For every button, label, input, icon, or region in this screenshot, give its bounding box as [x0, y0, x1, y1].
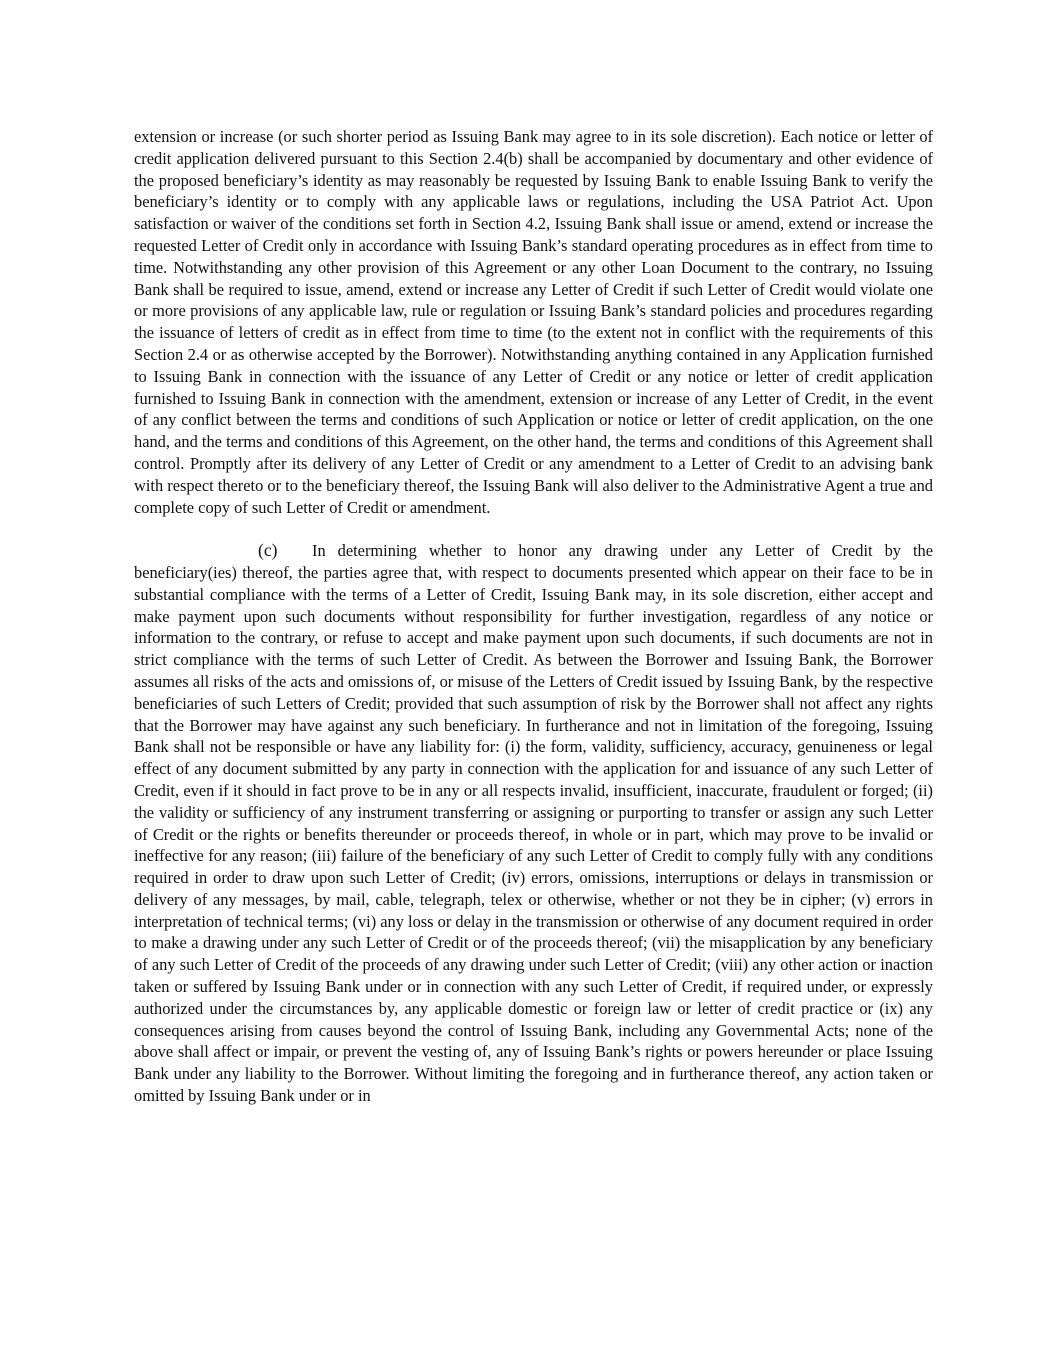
paragraph-marker: (c): [258, 540, 278, 561]
paragraph-c-text: In determining whether to honor any drawing under any Letter of Credit by the beneficiary(ies) thereof, the parties agree that, with respect to documents presented which appear on their face to be in substantial compliance with the terms of a Letter of Credit, Issuing Bank may, in its sole discretion, either accept and make payment upon such documents without responsibility for further investigation, regardless of any notice or information to the contrary, or refuse to accept and make payment upon such documents, if such documents are not in strict compliance with the terms of such Letter of Credit. As between the Borrower and Issuing Bank, the Borrower assumes all risks of the acts and omissions of, or misuse of the Letters of Credit issued by Issuing Bank, by the respective beneficiaries of such Letters of Credit; provided that such assumption of risk by the Borrower shall not affect any rights that the Borrower may have against any such beneficiary. In furtherance and not in limitation of the foregoing, Issuing Bank shall not be responsible or have any liability for: (i) the form, validity, sufficiency, accuracy, genuineness or legal effect of any document submitted by any party in connection with the application for and issuance of any such Letter of Credit, even if it should in fact prove to be in any or all respects invalid, insufficient, inaccurate, fraudulent or forged; (ii) the validity or sufficiency of any instrument transferring or assigning or purporting to transfer or assign any such Letter of Credit or the rights or benefits thereunder or proceeds thereof, in whole or in part, which may prove to be invalid or ineffective for any reason; (iii) failure of the beneficiary of any such Letter of Credit to comply fully with any conditions required in order to draw upon such Letter of Credit; (iv) errors, omissions, interruptions or delays in transmission or delivery of any messages, by mail, cable, telegraph, telex or otherwise, whether or not they be in cipher; (v) errors in interpretation of technical terms; (vi) any loss or delay in the transmission or otherwise of any document required in order to make a drawing under any such Letter of Credit or of the proceeds thereof; (vii) the misapplication by any beneficiary of any such Letter of Credit of the proceeds of any drawing under such Letter of Credit; (viii) any other action or inaction taken or suffered by Issuing Bank under or in connection with any such Letter of Credit, if required under, or expressly authorized under the circumstances by, any applicable domestic or foreign law or letter of credit practice or (ix) any consequences arising from causes beyond the control of Issuing Bank, including any Governmental Acts; none of the above shall affect or impair, or prevent the vesting of, any of Issuing Bank’s rights or powers hereunder or place Issuing Bank under any liability to the Borrower. Without limiting the foregoing and in furtherance thereof, any action taken or omitted by Issuing Bank under or in: [134, 541, 933, 1106]
paragraph-continuation: extension or increase (or such shorter period as Issuing Bank may agree to in its sole discretion). Each notice or letter of credit application delivered pursuant to this Section 2.4(b) shall be accompanied by documentary and other evidence of the proposed beneficiary’s identity as may reasonably be requested by Issuing Bank to enable Issuing Bank to verify the beneficiary’s identity or to comply with any applicable laws or regulations, including the USA Patriot Act. Upon satisfaction or waiver of the conditions set forth in Section 4.2, Issuing Bank shall issue or amend, extend or increase the requested Letter of Credit only in accordance with Issuing Bank’s standard operating procedures as in effect from time to time. Notwithstanding any other provision of this Agreement or any other Loan Document to the contrary, no Issuing Bank shall be required to issue, amend, extend or increase any Letter of Credit if such Letter of Credit would violate one or more provisions of any applicable law, rule or regulation or Issuing Bank’s standard policies and procedures regarding the issuance of letters of credit as in effect from time to time (to the extent not in conflict with the requirements of this Section 2.4 or as otherwise accepted by the Borrower). Notwithstanding anything contained in any Application furnished to Issuing Bank in connection with the issuance of any Letter of Credit or any notice or letter of credit application furnished to Issuing Bank in connection with the amendment, extension or increase of any Letter of Credit, in the event of any conflict between the terms and conditions of such Application or notice or letter of credit application, on the one hand, and the terms and conditions of this Agreement, on the other hand, the terms and conditions of this Agreement shall control. Promptly after its delivery of any Letter of Credit or any amendment to a Letter of Credit to an advising bank with respect thereto or to the beneficiary thereof, the Issuing Bank will also deliver to the Administrative Agent a true and complete copy of such Letter of Credit or amendment.: [134, 127, 933, 517]
paragraph-c: [134, 540, 933, 1107]
document-page: [134, 126, 933, 1107]
